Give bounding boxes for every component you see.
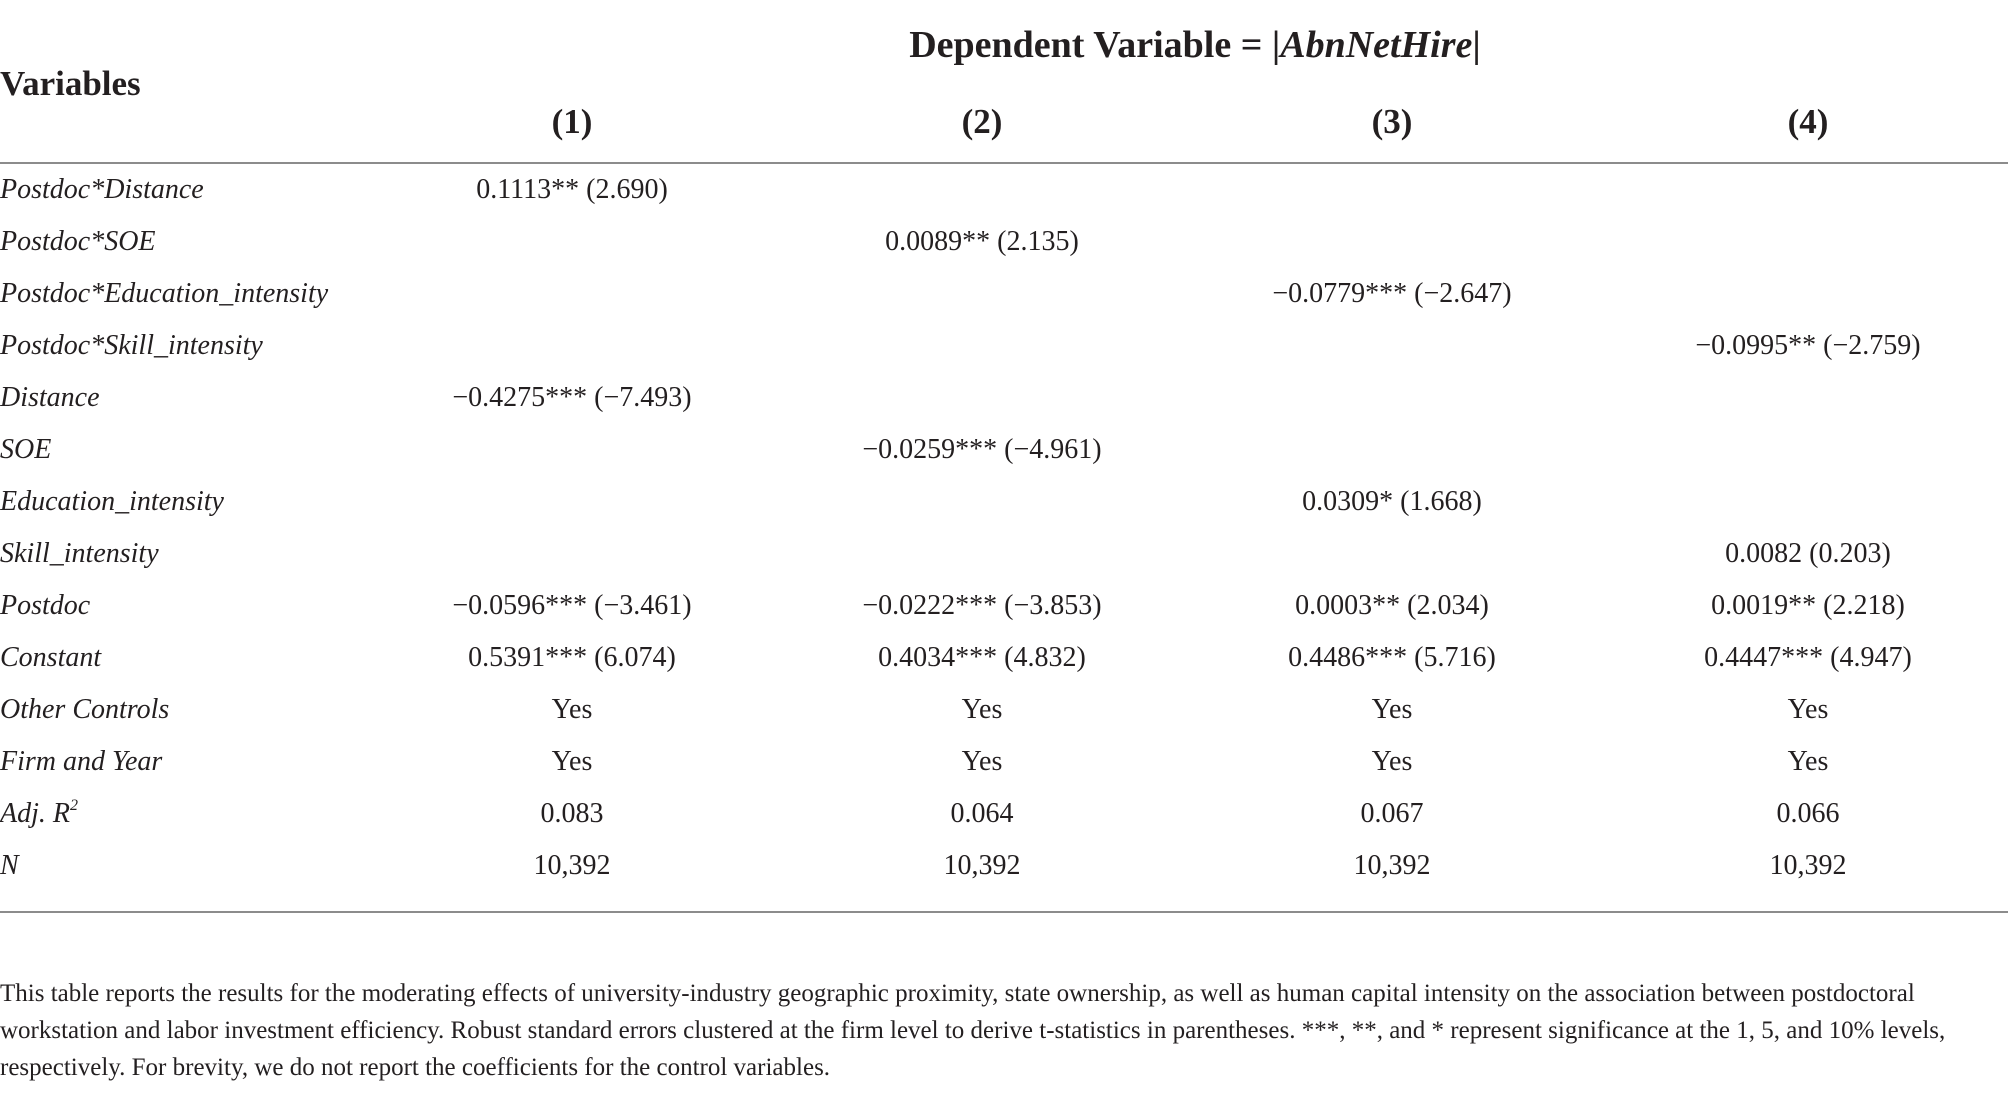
table-cell: 0.1113** (2.690) bbox=[476, 174, 668, 205]
column-header-3: (3) bbox=[1371, 102, 1413, 141]
table-cell: Yes bbox=[551, 694, 593, 725]
row-label bbox=[0, 164, 204, 216]
dependent-variable-suffix: | bbox=[1472, 24, 1481, 66]
table-cell: 0.4486*** (5.716) bbox=[1288, 642, 1496, 673]
table-cell: Yes bbox=[551, 746, 593, 777]
table-cell: 0.0089** (2.135) bbox=[885, 226, 1079, 257]
table-row bbox=[0, 840, 2008, 892]
table-cell: 0.066 bbox=[1776, 798, 1840, 829]
row-label-text: Postdoc bbox=[0, 590, 91, 621]
table-cell: 0.0019** (2.218) bbox=[1711, 590, 1905, 621]
table-cell: 10,392 bbox=[1769, 850, 1847, 881]
row-label-text: Constant bbox=[0, 642, 102, 673]
row-label-text: Firm and Year bbox=[0, 746, 163, 777]
table-row bbox=[0, 216, 2008, 268]
table-cell: −0.0995** (−2.759) bbox=[1695, 330, 1921, 361]
table-cell: 0.064 bbox=[950, 798, 1014, 829]
table-row bbox=[0, 164, 2008, 216]
table-row bbox=[0, 424, 2008, 476]
table-cell: Yes bbox=[1371, 746, 1413, 777]
table-cell: 0.067 bbox=[1360, 798, 1424, 829]
table-row bbox=[0, 788, 2008, 840]
row-label-text: Postdoc*Education_intensity bbox=[0, 278, 329, 309]
row-label-text: N bbox=[0, 850, 19, 881]
table-cell: Yes bbox=[961, 694, 1003, 725]
row-label-text: Other Controls bbox=[0, 694, 170, 725]
row-label bbox=[0, 424, 51, 476]
row-label-text: Skill_intensity bbox=[0, 538, 159, 569]
table-cell: −0.0259*** (−4.961) bbox=[862, 434, 1102, 465]
table-row bbox=[0, 372, 2008, 424]
row-label-superscript: 2 bbox=[70, 797, 78, 814]
row-label bbox=[0, 788, 78, 840]
row-label bbox=[0, 840, 19, 892]
row-label-text: Adj. R bbox=[0, 798, 70, 829]
dependent-variable-name: AbnNetHire bbox=[1280, 24, 1473, 66]
table-cell: 0.0309* (1.668) bbox=[1302, 486, 1482, 517]
table-cell: 0.4034*** (4.832) bbox=[878, 642, 1086, 673]
dependent-variable-header bbox=[430, 22, 1960, 68]
table-row bbox=[0, 268, 2008, 320]
table-cell: 0.083 bbox=[540, 798, 604, 829]
table-cell: 10,392 bbox=[533, 850, 611, 881]
row-label-text: Postdoc*SOE bbox=[0, 226, 156, 257]
table-cell: Yes bbox=[1787, 746, 1829, 777]
column-header-4: (4) bbox=[1787, 102, 1829, 141]
row-label bbox=[0, 372, 100, 424]
table-row bbox=[0, 736, 2008, 788]
row-label-text: Postdoc*Distance bbox=[0, 174, 204, 205]
row-label bbox=[0, 736, 162, 788]
row-label-text: Education_intensity bbox=[0, 486, 224, 517]
row-label bbox=[0, 684, 169, 736]
row-label bbox=[0, 580, 90, 632]
table-cell: Yes bbox=[1371, 694, 1413, 725]
table-cell: Yes bbox=[1787, 694, 1829, 725]
table-row bbox=[0, 476, 2008, 528]
table-row bbox=[0, 684, 2008, 736]
row-label bbox=[0, 320, 263, 372]
column-header-2: (2) bbox=[961, 102, 1003, 141]
row-label-text: Distance bbox=[0, 382, 100, 413]
table-cell: −0.0779*** (−2.647) bbox=[1272, 278, 1512, 309]
row-label-text: Postdoc*Skill_intensity bbox=[0, 330, 263, 361]
row-label bbox=[0, 476, 224, 528]
table-note: This table reports the results for the moderating effects of university-industry geographic proximity, state ownership, as well as human capital intensity on the association between postdoctoral workstation and labor investment efficiency. Robust standard errors clustered at the firm level to derive t-statistics in parentheses. ***, **, and * represent significance at the 1, 5, and 10% levels, respectively. For brevity, we do not report the coefficients for the control variables. bbox=[0, 980, 1946, 1081]
table-row bbox=[0, 632, 2008, 684]
table-cell: −0.0222*** (−3.853) bbox=[862, 590, 1102, 621]
table-cell: 0.0082 (0.203) bbox=[1725, 538, 1891, 569]
row-label bbox=[0, 632, 101, 684]
row-label bbox=[0, 216, 156, 268]
table-cell: 10,392 bbox=[1353, 850, 1431, 881]
table-cell: Yes bbox=[961, 746, 1003, 777]
table-cell: 0.4447*** (4.947) bbox=[1704, 642, 1912, 673]
table-cell: −0.4275*** (−7.493) bbox=[452, 382, 692, 413]
bottom-rule bbox=[0, 911, 2008, 913]
table-cell: −0.0596*** (−3.461) bbox=[452, 590, 692, 621]
table-cell: 0.0003** (2.034) bbox=[1295, 590, 1489, 621]
row-label-text: SOE bbox=[0, 434, 52, 465]
row-label bbox=[0, 528, 159, 580]
table-cell: 0.5391*** (6.074) bbox=[468, 642, 676, 673]
table-cell: 10,392 bbox=[943, 850, 1021, 881]
row-label bbox=[0, 268, 328, 320]
table-row bbox=[0, 580, 2008, 632]
table-row bbox=[0, 528, 2008, 580]
dependent-variable-prefix: Dependent Variable = | bbox=[909, 24, 1281, 66]
table-row bbox=[0, 320, 2008, 372]
column-header-1: (1) bbox=[551, 102, 593, 141]
variables-column-header: Variables bbox=[0, 64, 141, 103]
